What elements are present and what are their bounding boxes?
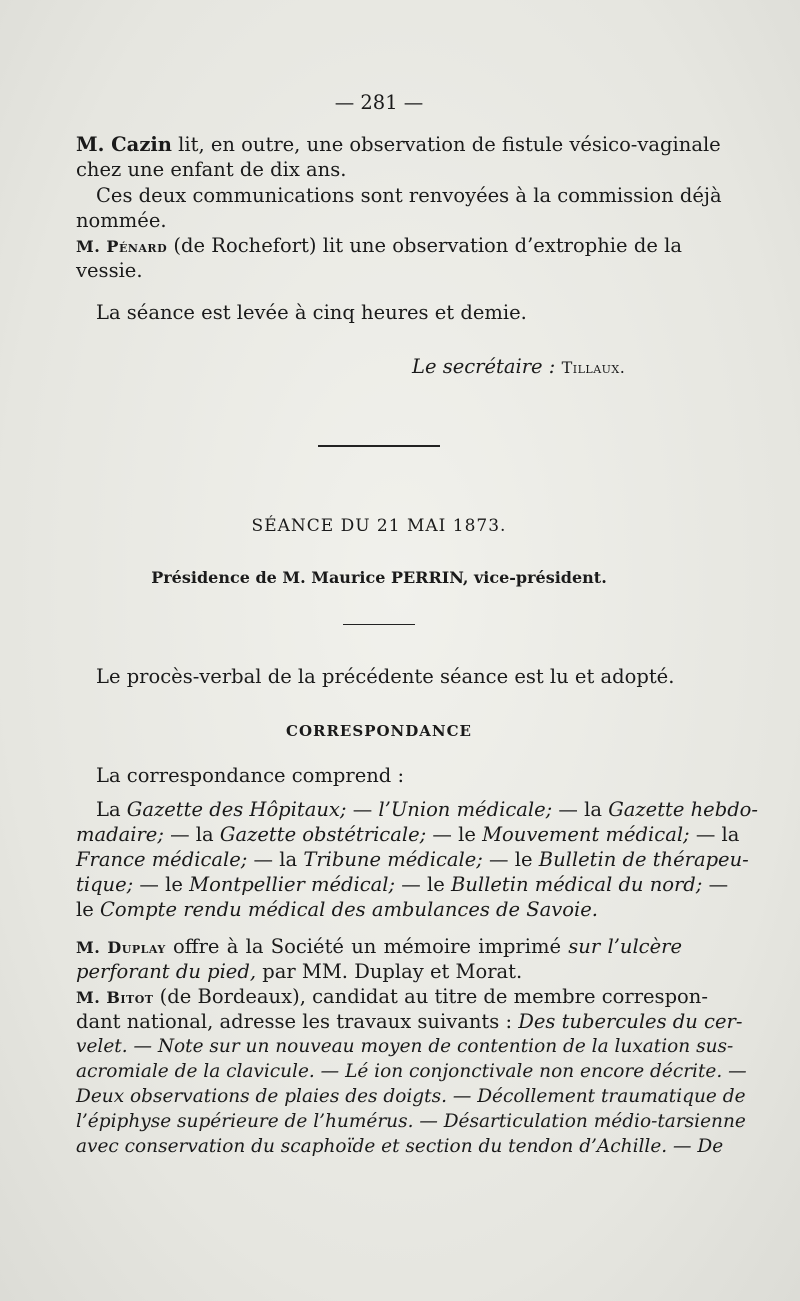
line-text: par MM. Duplay et Morat. (256, 960, 523, 983)
journal-title: Bulletin médical du nord; (450, 873, 703, 896)
text-line (76, 934, 682, 960)
line-text: — (346, 798, 379, 821)
session-title: SÉANCE DU 21 MAI 1873. (251, 516, 507, 536)
speaker-name: M. Bitot (76, 988, 154, 1007)
text-line (76, 1009, 743, 1035)
line-text: — le (426, 823, 483, 846)
line-text: — la (247, 848, 304, 871)
signature (412, 354, 682, 380)
journal-line (76, 822, 740, 848)
journal-line (76, 872, 729, 898)
text-line (76, 984, 708, 1010)
line-text: — le (395, 873, 451, 896)
journal-title: Compte rendu médical des ambulances de Savoie. (99, 898, 598, 921)
journal-title: Mouvement médical; (482, 823, 690, 846)
text-line: Deux observations de plaies des doigts. — Décollement traumatique de (76, 1086, 746, 1107)
text-line: La séance est levée à cinq heures et demie. (96, 301, 527, 324)
signature-label: Le secrétaire : (412, 355, 556, 378)
work-title: perforant du pied, (76, 960, 257, 983)
text-line: La correspondance comprend : (96, 764, 405, 787)
text-line: Ces deux communications sont renvoyées à la commission déjà (96, 184, 722, 207)
journal-line (76, 847, 749, 873)
line-text: — le (133, 873, 190, 896)
journal-title: tique; (76, 873, 134, 896)
speaker-name: M. Duplay (76, 938, 166, 957)
line-text: — la (163, 823, 220, 846)
journal-title: Bulletin de thérapeu- (538, 848, 749, 871)
journal-title: l’Union médicale; (378, 798, 553, 821)
line-text: — le (482, 848, 539, 871)
line-text: — la (689, 823, 740, 846)
journal-title: Montpellier médical; (189, 873, 396, 896)
line-text: le (76, 898, 100, 921)
page-number: — 281 — (334, 91, 424, 114)
text-line: acromiale de la clavicule. — Lé ion conjonctivale non encore décrite. — (76, 1061, 747, 1082)
line-text: — la (552, 798, 609, 821)
journal-title: Gazette des Hôpitaux; (126, 798, 347, 821)
speaker-name: M. Cazin (76, 133, 172, 156)
section-divider (343, 624, 415, 625)
text-line: nommée. (76, 209, 167, 232)
journal-line (96, 797, 759, 823)
text-line (76, 959, 682, 985)
line-text: lit, en outre, une observation de fistule vésico-vaginale (171, 133, 721, 156)
signature-name: Tillaux. (561, 358, 626, 377)
text-line: l’épiphyse supérieure de l’humérus. — Désarticulation médio-tarsienne (76, 1111, 746, 1132)
section-divider (318, 445, 440, 447)
text-line (76, 233, 682, 259)
text-line: vessie. (76, 259, 143, 282)
line-text: (de Rochefort) lit une observation d’extrophie de la (167, 234, 682, 257)
line-text: offre à la Société un mémoire imprimé (165, 935, 569, 958)
journal-title: Gazette obstétricale; (219, 823, 427, 846)
journal-title: France médicale; (76, 848, 248, 871)
line-text: dant national, adresse les travaux suivants : (76, 1010, 519, 1033)
journal-line (76, 897, 682, 923)
speaker-name: M. Pénard (76, 237, 168, 256)
journal-title: Gazette hebdo- (608, 798, 759, 821)
text-line: velet. — Note sur un nouveau moyen de contention de la luxation sus- (76, 1036, 734, 1057)
line-text: (de Bordeaux), candidat au titre de membre correspon- (153, 985, 708, 1008)
minutes-line: Le procès-verbal de la précédente séance est lu et adopté. (96, 665, 675, 688)
work-title: Des tubercules du cer- (518, 1010, 743, 1033)
work-title: sur l’ulcère (568, 935, 683, 958)
text-line: chez une enfant de dix ans. (76, 158, 347, 181)
journal-title: Tribune médicale; (303, 848, 483, 871)
journal-title: madaire; (76, 823, 164, 846)
line-text: La (96, 798, 127, 821)
text-line (76, 132, 721, 158)
section-heading: CORRESPONDANCE (286, 722, 472, 740)
line-text: — (702, 873, 729, 896)
presidency-line: Présidence de M. Maurice PERRIN, vice-président. (151, 568, 607, 587)
text-line: avec conservation du scaphoïde et section du tendon d’Achille. — De (76, 1136, 724, 1157)
